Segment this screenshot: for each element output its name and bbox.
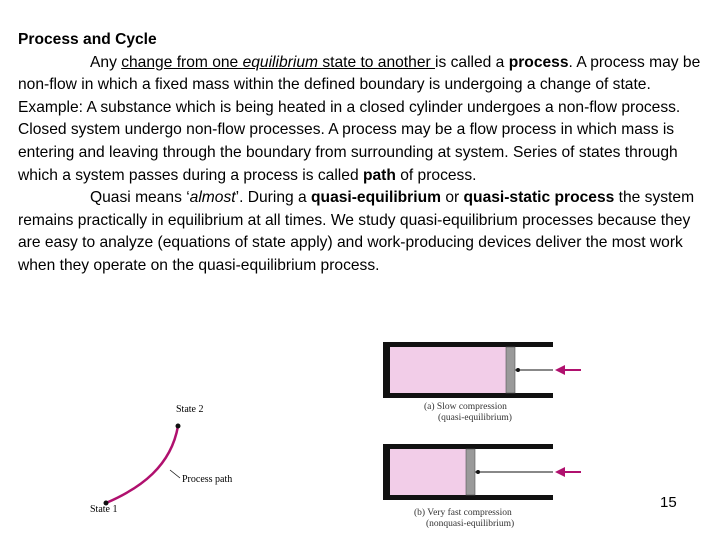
term-path: path: [362, 166, 396, 184]
cylinder-b-end-wall: [383, 444, 390, 500]
term-almost: almost: [189, 189, 236, 207]
cylinder-b-arrow-head: [555, 467, 565, 477]
cylinder-a-piston: [506, 347, 515, 393]
slide-title: [18, 29, 702, 52]
p1-text-2: is called a: [435, 53, 509, 71]
p2-text: Quasi means ‘: [90, 189, 190, 207]
process-path-figure: [86, 396, 256, 526]
caption-a: [424, 402, 512, 423]
process-path-label: Process path: [182, 474, 233, 485]
page-number: 15: [660, 494, 677, 511]
p1-underline-italic: equilibrium: [242, 53, 318, 71]
cylinder-b-bottom-wall: [383, 495, 553, 500]
term-quasi-equilibrium: quasi-equilibrium: [311, 189, 441, 207]
cylinder-a-pin: [516, 368, 520, 372]
p2-text-4: the system remains practically in equilibrium at all times. We study quasi-equilibrium processes because they are easy to analyze (equations of state apply) and work-producing devices deliver the most work when they operate on the quasi-equilibrium process.: [18, 189, 695, 274]
p2-text-3: or: [440, 189, 464, 207]
cylinder-a-bottom-wall: [383, 393, 553, 398]
process-path-curve: [106, 426, 178, 503]
p2-text-2: ’. During a: [235, 189, 312, 207]
cylinder-a-top-wall: [383, 342, 553, 347]
state-2-point: [176, 424, 181, 429]
cylinder-slow-compression: [383, 338, 583, 402]
caption-b-line1: (b) Very fast compression: [414, 508, 512, 518]
paragraph-quasi: [18, 187, 702, 277]
term-process: process: [508, 53, 569, 71]
caption-b-line2: (nonquasi-equilibrium): [426, 518, 515, 529]
p1-underline: change from one: [121, 53, 243, 71]
cylinder-a-gas: [390, 347, 506, 393]
cylinder-b-gas: [390, 449, 466, 495]
caption-a-line1: (a) Slow compression: [424, 402, 507, 412]
term-quasi-static-process: quasi-static process: [463, 189, 615, 207]
p1-text: Any: [90, 53, 122, 71]
process-path-leader: [170, 470, 180, 478]
slide-text: [18, 29, 702, 278]
cylinder-a-arrow-head: [555, 365, 565, 375]
title-text: Process and Cycle: [18, 31, 157, 48]
cylinder-a-end-wall: [383, 342, 390, 398]
cylinder-fast-compression: [383, 440, 583, 504]
caption-b: [414, 508, 514, 529]
cylinder-b-piston: [466, 449, 475, 495]
p1-underline-2: state to another: [317, 53, 436, 71]
p1-text-4: of process.: [395, 166, 477, 184]
cylinder-b-pin: [476, 470, 480, 474]
p1-text-3: . A process may be non-flow in which a fixed mass within the defined boundary is undergoing a change of state. Example: A substance which is being heated in a closed cylinder undergoes a non-flow process. Closed system undergo non-flow processes. A process may be a flow process in which mass is entering and leaving through the boundary from surrounding at system. Series of states through which a system passes during a process is called: [18, 53, 701, 184]
state-1-label: State 1: [90, 504, 118, 515]
cylinder-b-top-wall: [383, 444, 553, 449]
paragraph-process: [18, 52, 702, 188]
state-2-label: State 2: [176, 404, 204, 415]
caption-a-line2: (quasi-equilibrium): [438, 412, 512, 423]
